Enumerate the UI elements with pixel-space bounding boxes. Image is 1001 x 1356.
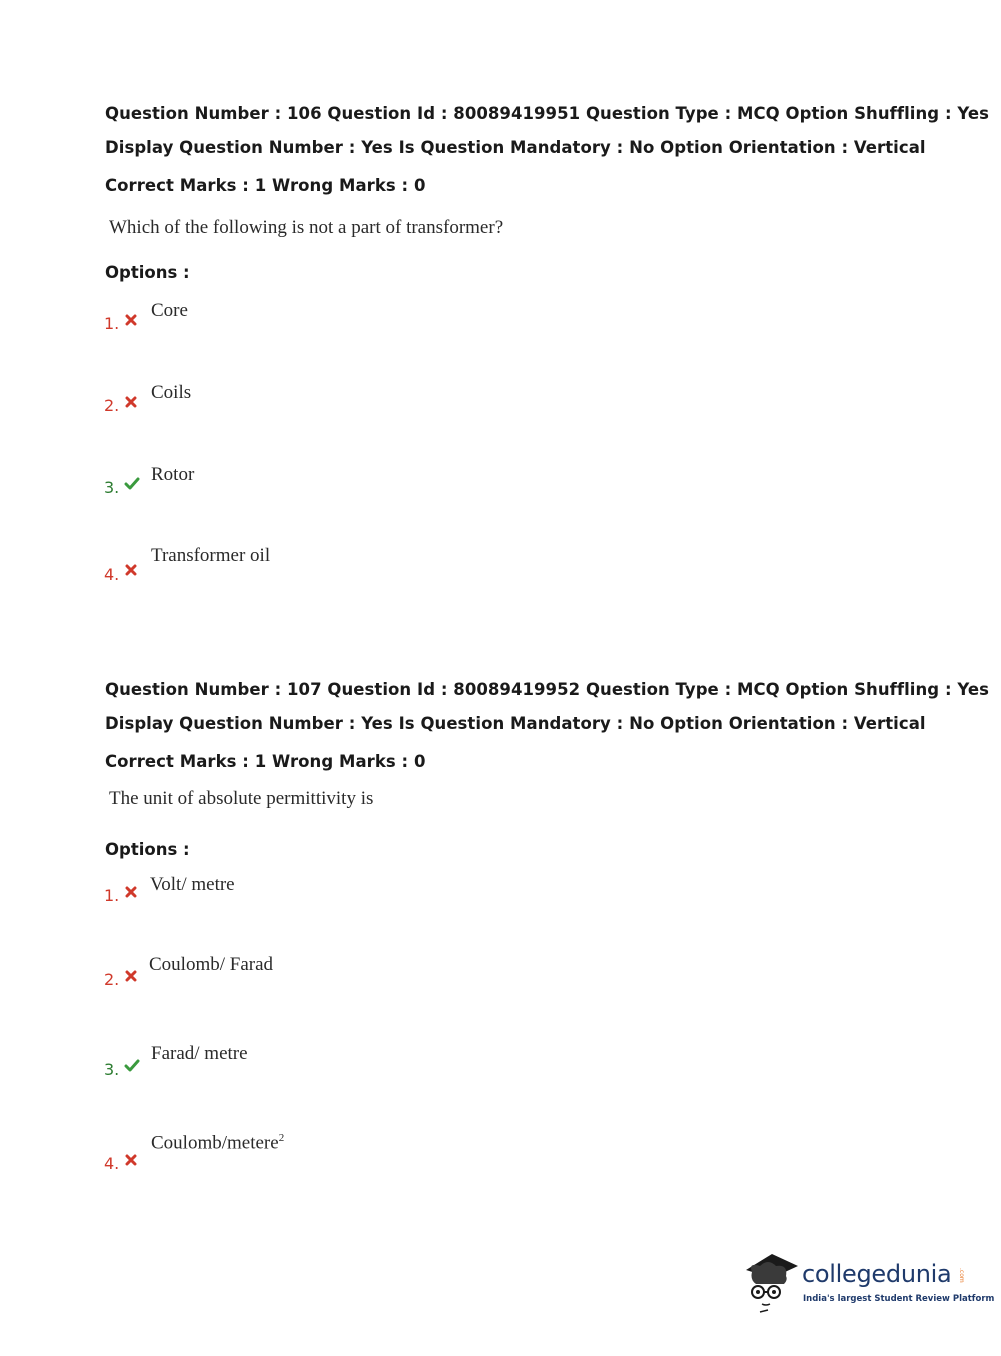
cross-icon	[124, 563, 138, 577]
question-meta-line-1: Question Number : 107 Question Id : 80089419952 Question Type : MCQ Option Shuffling : Yes	[105, 680, 989, 699]
option-number: 3.	[104, 1060, 120, 1079]
check-icon	[124, 477, 140, 491]
option-text-base: Coulomb/metere	[151, 1132, 279, 1154]
cross-icon	[124, 395, 138, 409]
cross-icon	[124, 969, 138, 983]
marks-line: Correct Marks : 1 Wrong Marks : 0	[105, 176, 426, 195]
cross-icon	[124, 313, 138, 327]
question-meta-line-2: Display Question Number : Yes Is Question Mandatory : No Option Orientation : Vertical	[105, 138, 926, 157]
option-text: Coils	[151, 382, 192, 403]
options-label: Options :	[105, 263, 190, 282]
option-number: 4.	[104, 1154, 120, 1173]
question-text: Which of the following is not a part of transformer?	[109, 217, 504, 238]
brand-tagline: India's largest Student Review Platform	[803, 1294, 995, 1304]
option-text: Coulomb/ Farad	[149, 954, 274, 975]
options-label: Options :	[105, 840, 190, 859]
question-text: The unit of absolute permittivity is	[109, 788, 374, 809]
option-number: 4.	[104, 565, 120, 584]
option-number: 1.	[104, 886, 120, 905]
option-number: 3.	[104, 478, 120, 497]
option-text	[151, 1132, 284, 1154]
option-text: Transformer oil	[151, 545, 271, 566]
collegedunia-logo	[742, 1248, 995, 1318]
question-meta-line-2: Display Question Number : Yes Is Question Mandatory : No Option Orientation : Vertical	[105, 714, 926, 733]
question-meta-line-1: Question Number : 106 Question Id : 80089419951 Question Type : MCQ Option Shuffling : Yes	[105, 104, 989, 123]
brand-name: collegedunia	[802, 1260, 952, 1288]
cross-icon	[124, 885, 138, 899]
option-number: 2.	[104, 396, 120, 415]
option-text: Farad/ metre	[151, 1043, 248, 1064]
mascot-icon	[742, 1248, 802, 1314]
option-number: 1.	[104, 314, 120, 333]
option-text: Rotor	[151, 464, 195, 485]
brand-dotcom: .com	[958, 1268, 965, 1283]
check-icon	[124, 1059, 140, 1073]
option-text: Volt/ metre	[150, 874, 235, 895]
option-text: Core	[151, 300, 188, 321]
option-number: 2.	[104, 970, 120, 989]
cross-icon	[124, 1153, 138, 1167]
superscript: 2	[278, 1132, 285, 1144]
marks-line: Correct Marks : 1 Wrong Marks : 0	[105, 752, 426, 771]
